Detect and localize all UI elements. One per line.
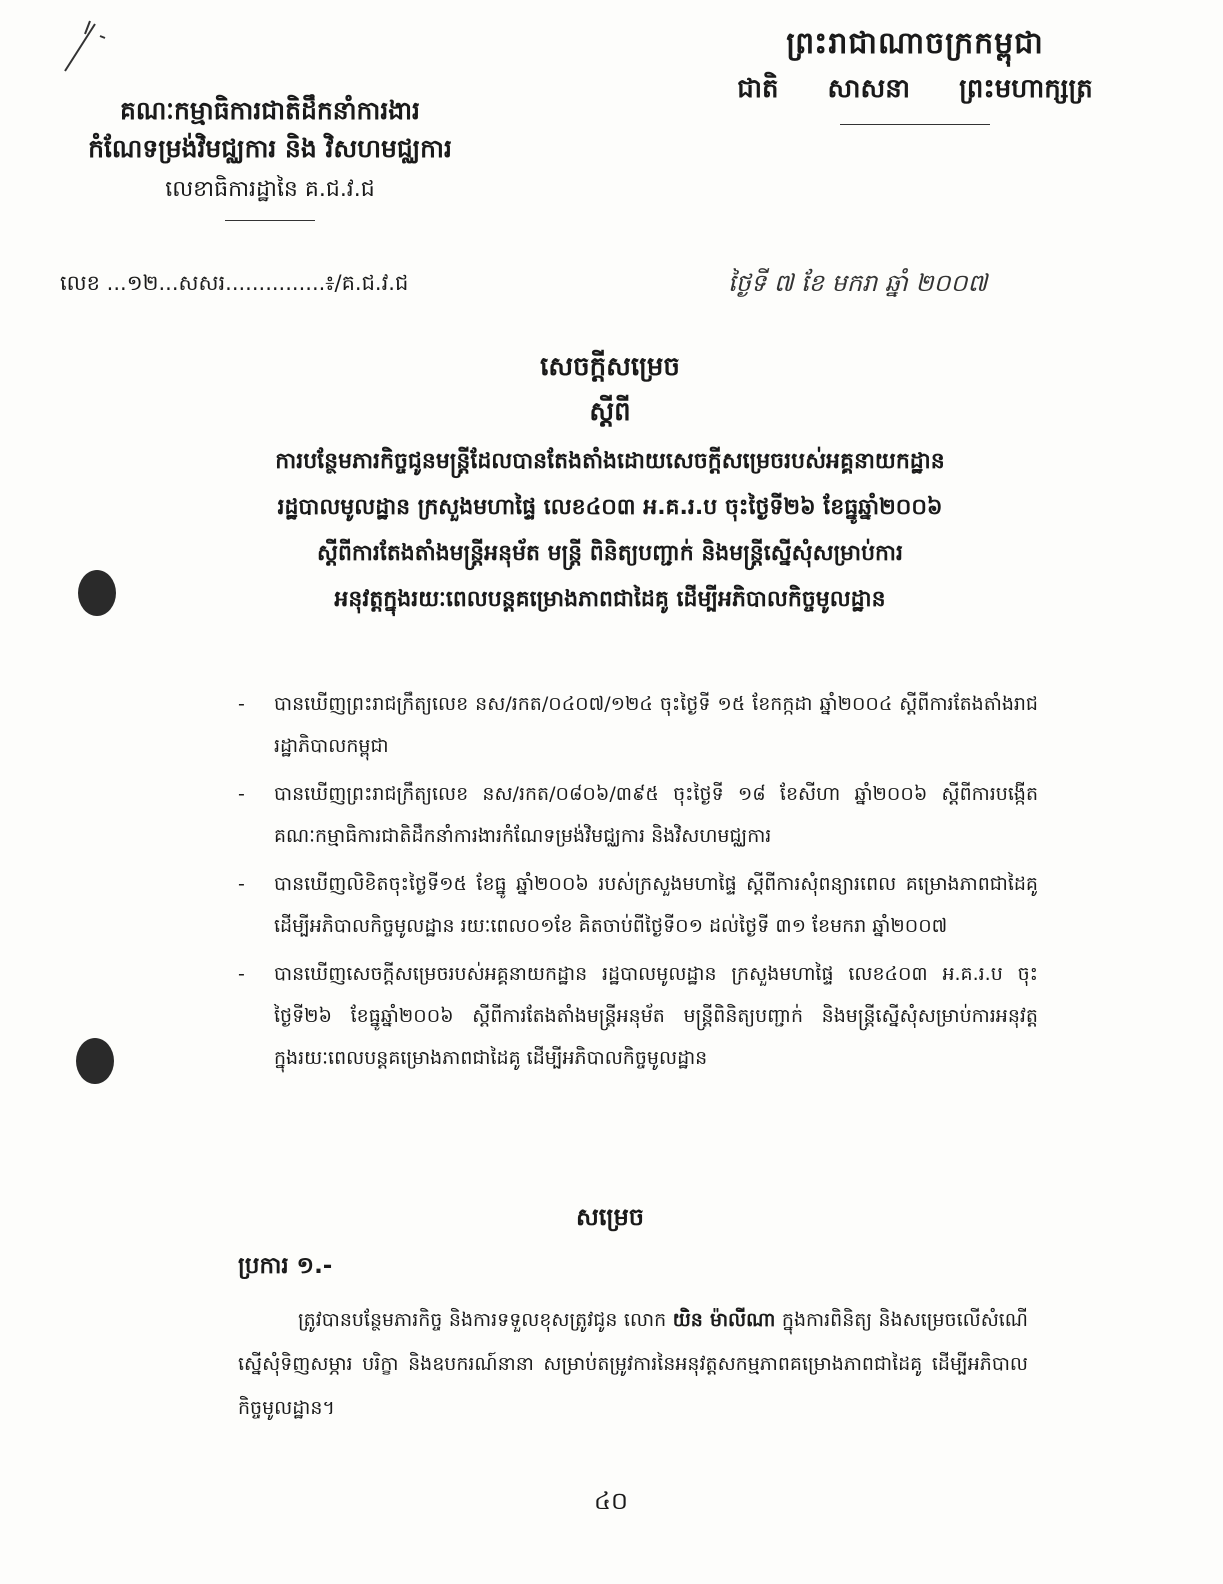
subject-line: ការបន្ថែមភារកិច្ចជូនមន្ត្រីដែលបានតែងតាំងដោយសេចក្តីសម្រេចរបស់អគ្គនាយកដ្ឋាន xyxy=(275,449,945,474)
kingdom-title: ព្រះរាជាណាចក្រកម្ពុជា xyxy=(786,26,1044,61)
bullet-dash: - xyxy=(238,783,245,805)
agency-header xyxy=(60,92,480,221)
article-body-start: ត្រូវបានបន្ថែមភារកិច្ច និងការទទួលខុសត្រូវជូន លោក xyxy=(298,1309,673,1331)
recital-text: បានឃើញព្រះរាជក្រឹត្យលេខ នស/រកត/០៤០៧/១២៤ ចុះថ្ងៃទី ១៥ ខែកក្កដា ឆ្នាំ២០០៤ ស្តីពីការតែងតាំងរាជរដ្ឋាភិបាលកម្ពុជា xyxy=(274,693,1038,757)
document-type: សេចក្តីសម្រេច xyxy=(540,352,680,382)
person-name: យិន ម៉ាលីណា xyxy=(672,1309,776,1331)
agency-line-3: លេខាធិការដ្ឋានៃ គ.ជ.វ.ជ xyxy=(165,177,375,202)
article-body-end: ក្នុងការពិនិត្យ និងសម្រេចលើសំណើស្នើសុំទិញសម្ភារ បរិក្ខា និងឧបករណ៍នានា សម្រាប់តម្រូវការនៃអនុវត្តសកម្មភាពគម្រោងភាពជាដៃគូ ដើម្បីអភិបាលកិច្ចមូលដ្ឋាន។ xyxy=(238,1309,1029,1419)
document-date: ថ្ងៃទី ៧ ខែ មករា ឆ្នាំ ២០០៧ xyxy=(728,269,988,297)
recital-text: បានឃើញព្រះរាជក្រឹត្យលេខ នស/រកត/០៨០៦/៣៩៥ ចុះថ្ងៃទី ១៨ ខែសីហា ឆ្នាំ២០០៦ ស្តីពីការបង្កើតគណៈកម្មាធិការជាតិដឹកនាំការងារកំណែទម្រង់វិមជ្ឈការ និងវិសហមជ្ឈការ xyxy=(274,783,1038,847)
header-divider xyxy=(840,124,990,125)
bullet-dash: - xyxy=(238,963,245,985)
article-body xyxy=(238,1298,1028,1430)
agency-divider xyxy=(225,220,315,221)
national-motto: ជាតិ សាសនា ព្រះមហាក្សត្រ xyxy=(737,74,1093,104)
page-number: ៤០ xyxy=(594,1487,628,1515)
recital-item xyxy=(238,863,1038,947)
bullet-dash: - xyxy=(238,873,245,895)
subject xyxy=(140,439,1080,623)
reference-number: លេខ ...១២...សសរ...............៖/គ.ជ.វ.ជ xyxy=(60,271,409,295)
recital-item xyxy=(238,953,1038,1079)
decision-heading: សម្រេច xyxy=(575,1203,645,1231)
recital-item xyxy=(238,683,1038,767)
kingdom-header xyxy=(715,24,1115,125)
subject-line: រដ្ឋបាលមូលដ្ឋាន ក្រសួងមហាផ្ទៃ លេខ៤០៣ អ.គ.រ.ប ចុះថ្ងៃទី២៦ ខែធ្នូឆ្នាំ២០០៦ xyxy=(277,495,943,520)
title-block xyxy=(140,345,1080,623)
subject-line: ស្តីពីការតែងតាំងមន្ត្រីអនុម័ត មន្ត្រី ពិនិត្យបញ្ជាក់ និងមន្ត្រីស្នើសុំសម្រាប់ការ xyxy=(317,541,903,566)
agency-line-2: កំណែទម្រង់វិមជ្ឈការ និង វិសហមជ្ឈការ xyxy=(88,134,452,163)
recitals-list xyxy=(238,683,1038,1085)
agency-line-1: គណៈកម្មាធិការជាតិដឹកនាំការងារ xyxy=(120,96,420,125)
punch-hole-top xyxy=(78,570,116,616)
punch-hole-bottom xyxy=(76,1038,114,1084)
recital-text: បានឃើញលិខិតចុះថ្ងៃទី១៥ ខែធ្នូ ឆ្នាំ២០០៦ របស់ក្រសួងមហាផ្ទៃ ស្តីពីការសុំពន្យារពេល គម្រោងភាពជាដៃគូដើម្បីអភិបាលកិច្ចមូលដ្ឋាន រយៈពេល០១ខែ គិតចាប់ពីថ្ងៃទី០១ ដល់ថ្ងៃទី ៣១ ខែមករា ឆ្នាំ២០០៧ xyxy=(274,873,1038,937)
recital-text: បានឃើញសេចក្តីសម្រេចរបស់អគ្គនាយកដ្ឋាន រដ្ឋបាលមូលដ្ឋាន ក្រសួងមហាផ្ទៃ លេខ៤០៣ អ.គ.រ.ប ចុះថ្ងៃទី២៦ ខែធ្នូឆ្នាំ២០០៦ ស្តីពីការតែងតាំងមន្ត្រីអនុម័ត មន្ត្រីពិនិត្យបញ្ជាក់ និងមន្ត្រីស្នើសុំសម្រាប់ការអនុវត្តក្នុងរយៈពេលបន្តគម្រោងភាពជាដៃគូ ដើម្បីអភិបាលកិច្ចមូលដ្ឋាន xyxy=(274,963,1038,1069)
about-label: ស្តីពី xyxy=(589,397,631,427)
handwritten-mark xyxy=(60,16,130,76)
bullet-dash: - xyxy=(238,693,245,715)
recital-item xyxy=(238,773,1038,857)
subject-line: អនុវត្តក្នុងរយៈពេលបន្តគម្រោងភាពជាដៃគូ ដើម្បីអភិបាលកិច្ចមូលដ្ឋាន xyxy=(334,587,886,612)
article-label: ប្រការ ១.- xyxy=(238,1253,333,1279)
